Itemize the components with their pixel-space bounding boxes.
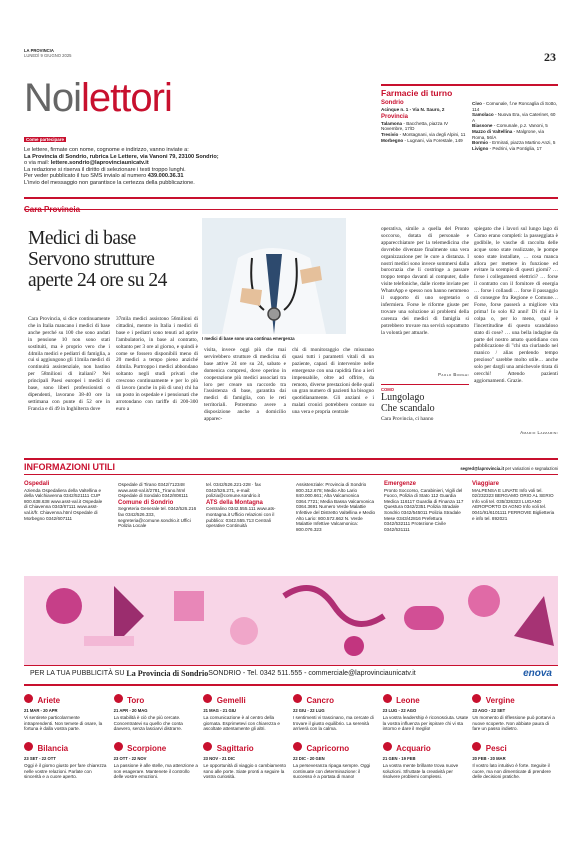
horoscope-sign: Scorpione 23 OTT - 22 NOV La passione è alle stelle, ma attenzione a non esagerare. Mantenete il controllo delle vostre emozioni.: [113, 743, 198, 780]
horoscope-sign: Capricorno 22 DIC - 20 GEN La perseveranza ripaga sempre. Oggi continuate con determinazione: il successo è a portata di mano!: [292, 743, 371, 780]
info-email-link[interactable]: segred@laprovincia.it: [460, 466, 504, 471]
letter-como: COMO Lungolago Che scandalo Cara Provincia, ci hanno: [381, 384, 469, 423]
list-item: Samolaco - Nuova Era, via Caterinet, 60 A: [472, 112, 556, 123]
list-item: Mazzo di Valtellina - Malgrone, via Roma, 56/A: [472, 128, 545, 140]
pisces-icon: [472, 742, 481, 751]
horoscope-sign: Gemelli 21 MAG - 21 GIU La comunicazione è al centro della giornata. Esprimetevi con chiarezza e ascoltate attentamente gli altri.: [203, 696, 280, 732]
article-col-1: Cara Provincia, si dice continuamente che in Italia mancano i medici di base anche perché su 100 che sono andati in pensione 10 non sono stati sostituiti, ma è proprio vero che i 44mila medici e pediatri di famiglia, a cui si aggiungono gli 11mila medici di continuità assistenziale, non bastino per 58milioni di italiani? Nei principali Paesi europei i medici di base, sono liberi professionisti o dipendenti, lavorano 38-40 ore la settimana con punte di 52 ore in Francia e di 49 in Inghilterra dove: [28, 316, 110, 412]
list-item: Tresivio - Montagnani, via degli Alpini, 11: [381, 131, 466, 137]
info-col-4: Assistenziale: Provincia di Sondrio 800.312.678; Medio Alto Lario 840.000.661; Alta Valcamonica 0364.7721; Media Bassa Valcamonica 0364.3691 Numero Verde Malattie Infettive del Distretto Valtellina e Medio Alto Lario: 800.572.662 N. Verde Malattie Infettive Valcamonica: 800.076.323: [296, 482, 376, 532]
list-item: Civo - Comunale, f.ne Roncaglia di Sotto, 114: [472, 101, 558, 112]
section-bar: Cara Provincia: [24, 197, 558, 210]
page-number: 23: [544, 50, 556, 64]
horoscope-sign: Bilancia 23 SET - 22 OTT Oggi è il giorno giusto per fare chiarezza nelle vostre relazioni. Parlate con sincerità e a cuore aperto.: [24, 743, 107, 780]
info-viaggiare: Viaggiare MALPENSA E LINATE Info voli tel. 02/232323 BERGAMO ORIO AL SERIO Info voli tel. 035/326323 LUGANO AEROPORTO DI AGNO Info voli tel. 0041/91/6101111 FERROVIE Biglietteria e info tel. 892021: [472, 481, 555, 521]
list-item: Bormio - Ermirati, piazza Martino Anzi, 5: [472, 140, 556, 146]
horoscope-sign: Pesci 20 FEB - 20 MAR Il vostro lato intuitivo è forte. Seguite il cuore, ma non dimenticate di prendere delle decisioni pratiche.: [472, 743, 551, 780]
horoscope-sign: Sagittario 23 NOV - 21 DIC Le opportunità di viaggio o cambiamento sono alle porte. Siate pronti a seguire la vostra curiosità.: [203, 743, 287, 780]
horoscope-sign: Leone 23 LUG - 22 AGO La vostra leadership è riconosciuta. Usate la vostra influenza per ispirare chi vi sta intorno e dare il meglio!: [382, 696, 469, 732]
farmacie-left-list: [381, 121, 466, 143]
article-col-4: chi di monitoraggio che misurano quasi tutti i parametri vitali di un paziente, capaci di intervenire nelle emergenze con una rapidità fino a ieri impensabile, oltre ad offrire, da remoto, diverse prestazioni delle quali un gran numero di pazienti ha bisogno quotidianamente. Gli anziani e i malati cronici potrebbero contare su una vera e propria centrale: [292, 347, 374, 416]
aries-icon: [24, 694, 33, 703]
scorpio-icon: [114, 742, 123, 751]
horoscope-sign: Vergine 23 AGO - 22 SET Un momento di riflessione può portarvi a nuove scoperte. Non abbiate paura di fare un passo indietro.: [472, 696, 555, 732]
farmacie-box: Farmacie di turno Sondrio Acinque n. 1 - Via N. Sauro, 2 Provincia Talamona - Bacchetta, piazza IV Novembre, 17/D Tresivio - Montagnani, via degli Alpini, 11 Morbegno - Lugnani, via Forestale, 149 Civo - Comunale, f.ne Roncaglia di Sotto, 114 Samolaco - Nuova Era, via Caterinet, 60 A Biassone - Comunale, p.z. Vanoni, 5 Mazzo di Valtellina - Malgrone, via Roma, 56/A Bormio - Ermirati, piazza Martino Anzi, 5 Livigno - Pedrini, via Pontiglia, 17: [381, 84, 558, 151]
doctor-icon: [202, 218, 346, 334]
gemini-icon: [203, 694, 212, 703]
photo-caption: I medici di base sono una continua emergenza: [202, 336, 295, 341]
farmacie-right-list: [472, 101, 558, 151]
signature: Amadio Lazzarini: [520, 430, 558, 435]
info-emergenze: Emergenze Pronto Soccorso, Carabinieri, Vigili del Fuoco, Polizia di Stato 112 Guardia Medica 116117 Guardia di Finanza 117 Questura 0342/2351 Polizia Stradale Sondrio 0342/545011 Polizia Stradale Mese 0343/42816 Prefettura 0342/532111 Protezione Civile 0342/531111: [384, 481, 464, 532]
horoscope-sign: Acquario 21 GEN - 19 FEB La vostra mente brillante trova nuove soluzioni. Sfruttate la creatività per risolvere problemi complessi.: [382, 743, 459, 780]
advert-banner[interactable]: PER LA TUA PUBBLICITÀ SU La Provincia di Sondrio SONDRIO - Tel. 0342 511.555 - commerciale@laprovinciaunicatv.it enova: [24, 576, 558, 681]
capricorn-icon: [293, 742, 302, 751]
taurus-icon: [114, 694, 123, 703]
horoscope-grid: [24, 690, 558, 780]
article-headline: Medici di base Servono strutture aperte 24 ore su 24: [28, 228, 167, 291]
letter-como-body: spiegato che i lavori sul lungo lago di Como erano completi: la passeggiata è godibile, le vasche di raccolta delle acque sono state realizzate, le pompe sono state installate, … cosa manca allora per mettere in funzione ed evitare la scempio di questi giorni? … forse i collegamenti elettrici? … forse il contratto con il fornitore di energia … forse i collaudi … forse il passaggio di consegne fra Regione e Comune… Forse, forse passerà a migliore vita prima! Io solo 82 anni! Di chi è la colpa o, per lo meno, qual è l'incertitudine di questo scandaloso stato di cose? … una bella indagine da parte del nostro amato quotidiano con pubblicazione di "chi sta ciurlando nel manico / alias perdendo tempo prezioso" sarebbe molto utile… anche solo per dargli una amichevole tirata di orecchi! Attendo pazienti aggiornamenti. Grazie.: [474, 226, 558, 384]
info-header: INFORMAZIONI UTILI segred@laprovincia.it per variazioni e segnalazioni: [24, 458, 558, 475]
sagittarius-icon: [203, 742, 212, 751]
signature: Paolo Borghi: [438, 372, 469, 377]
info-ospedali: Ospedali Azienda Ospedaliera della Valtellina e della Valchiavenna 0342/521111 CUP 800.638.638 www.asst-val.it Ospedale di Chiavenna 0343/67111 www.asst-val.it/fr. Chiavenna.html Ospedale di Morbegno 0342/607111: [24, 481, 103, 521]
leo-icon: [383, 694, 392, 703]
list-item: Morbegno - Lugnani, via Forestale, 149: [381, 137, 463, 143]
doctor-photo: [202, 218, 346, 334]
shapes-decoration: [24, 576, 558, 666]
list-item: Talamona - Bacchetta, piazza IV Novembre, 17/D: [381, 120, 449, 132]
horoscope-sign: Ariete 21 MAR - 20 APR Vi sentirete particolarmente intraprendenti. Non temete di osare, la fortuna è dalla vostra parte.: [24, 696, 103, 732]
info-col-3: tel. 0342/526.221-228 · fax 0342/526.271, e-mail: polizia@comune.sondrio.it ATS della Montagna Centralino 0342.555.111 www.ats-montagna.it Ufficio relazioni con il pubblico: 0342.555.713 Centrali operative Continuità: [206, 482, 276, 529]
horoscope-sign: Cancro 22 GIU - 22 LUG I sentimenti vi trascinano, ma cercate di trovare il giusto equilibrio. La serenità arriverà con la calma.: [292, 696, 374, 732]
cancer-icon: [293, 694, 302, 703]
article-col-5: operativa, simile a quella del Pronto soccorso, dotata di personale e apparecchiature per la telemedicina che dovrebbe diventare finalmente una vera organizzazione per le cure a distanza. I nostri medici sono invece sommersi dalla burocrazia che li costringe a passare troppo tempo davanti al computer, dalle visite telefoniche, dalle ricette inviate per WhatsApp e spesso non hanno nemmeno il supporto di uno segretario o infermiera. Forse le riforme giuste per trovare una soluzione ai problemi della carenza dei medici di famiglia si potrebbero trovare ma servirà soprattutto la volontà per attuarle.: [381, 226, 469, 336]
farmacie-title: Farmacie di turno: [381, 88, 453, 98]
paper-name: LA PROVINCIA LUNEDÌ 9 GIUGNO 2025: [24, 48, 72, 59]
list-item: Biassone - Comunale, p.z. Vanoni, 5: [472, 123, 548, 129]
article-col-3: visita, invece oggi più che mai servirebbero strutture di medicina di base attive 24 ore su 24, sabato e domenica compresi, dove operino in cooperazione più medici associati tra loro per creare un raccordo tra l'assistenza di base, garantita dai medici di famiglia, con le reti territoriali. Potremmo avere a disposizione anche a domicilio apparec-: [204, 347, 286, 423]
list-item: Livigno - Pedrini, via Pontiglia, 17: [472, 145, 542, 151]
article-col-2: 37mila medici assistono 56milioni di cittadini, mentre in Italia i medici di base e i pediatri sono tenuti ad aprire l'ambulatorio, in base al contratto, soltanto per 3 ore al giorno, e quindi è come se fossero disponibili meno di 20 medici a tempo pieno anziché 44mila. Purtroppo i medici abbondano soltanto negli studi privati che crescono continuamente e per lo più di lavoro (anche in più di uno) chi ha un posto in ospedale e i pensionati che arrotondano con tariffe di 200-300 euro a: [116, 316, 198, 412]
contact-box: Come partecipare Le lettere, firmate con nome, cognome e indirizzo, vanno inviate a: La Provincia di Sondrio, rubrica Le Lettere, via Vanoni 79, 23100 Sondrio; o via mail: lettere.sondrio@laprovinciaunicatv.it La redazione si riserva il diritto di selezionare i testi troppo lunghi. Per veder pubblicato il tuo SMS invialo al numero 439.000.36.31 L'invio del messaggio non garantisce la certezza della pubblicazione.: [24, 137, 219, 186]
email-link[interactable]: lettere.sondrio@laprovinciaunicatv.it: [50, 160, 149, 167]
enova-logo: enova: [523, 668, 552, 679]
page-title: Noilettori: [24, 76, 172, 120]
info-col-2: Ospedale di Tirano 0342/712348 www.asst-val.it/2781_Tirano.html Ospedale di Sondalo 0342/808111 Comune di Sondrio Segreteria Generale tel. 0342/526.216 fax 0342/526.333, segreteria@comune.sondrio.it Uffici Polizia Locale: [118, 482, 197, 529]
horoscope-sign: Toro 21 APR - 20 MAG La stabilità è ciò che più cercate. Concentratevi su quello che conta davvero, senza lasciarvi distrarre.: [113, 696, 183, 732]
aquarius-icon: [383, 742, 392, 751]
virgo-icon: [472, 694, 481, 703]
libra-icon: [24, 742, 33, 751]
